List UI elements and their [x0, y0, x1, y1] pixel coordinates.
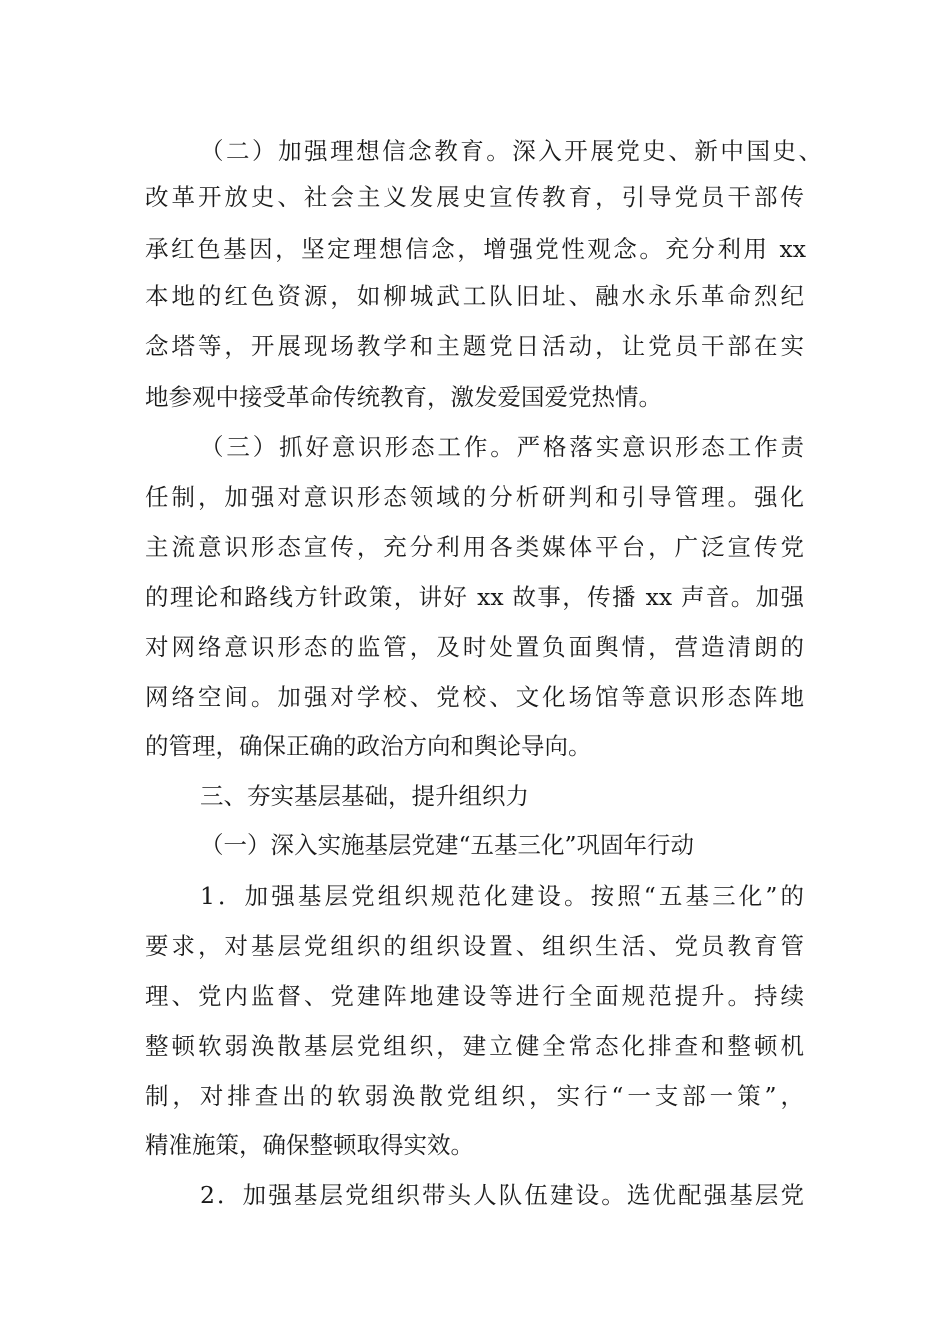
- text-line: 改革开放史、社会主义发展史宣传教育，引导党员干部传: [145, 183, 804, 211]
- text-line: （三）抓好意识形态工作。严格落实意识形态工作责: [200, 433, 804, 461]
- text-line: 1．加强基层党组织规范化建设。按照“五基三化”的: [200, 882, 804, 910]
- text-line: 本地的红色资源，如柳城武工队旧址、融水永乐革命烈纪: [145, 282, 804, 310]
- text-line: 任制，加强对意识形态领域的分析研判和引导管理。强化: [145, 483, 804, 511]
- text-line: 要求，对基层党组织的组织设置、组织生活、党员教育管: [145, 932, 804, 960]
- text-line: 承红色基因，坚定理想信念，增强党性观念。充分利用 xx: [145, 235, 806, 263]
- text-line: 的管理，确保正确的政治方向和舆论导向。: [145, 732, 592, 760]
- text-line: （二）加强理想信念教育。深入开展党史、新中国史、: [200, 137, 822, 165]
- text-line: 网络空间。加强对学校、党校、文化场馆等意识形态阵地: [145, 683, 804, 711]
- text-line: 主流意识形态宣传，充分利用各类媒体平台，广泛宣传党: [145, 533, 804, 561]
- text-line: 理、党内监督、党建阵地建设等进行全面规范提升。持续: [145, 982, 804, 1010]
- text-line: 制，对排查出的软弱涣散党组织，实行“一支部一策”，: [145, 1082, 804, 1110]
- text-line: 整顿软弱涣散基层党组织，建立健全常态化排查和整顿机: [145, 1032, 804, 1060]
- text-line: 2．加强基层党组织带头人队伍建设。选优配强基层党: [200, 1181, 804, 1209]
- section-heading: 三、夯实基层基础，提升组织力: [200, 782, 529, 810]
- text-line: 的理论和路线方针政策，讲好 xx 故事，传播 xx 声音。加强: [145, 583, 804, 611]
- text-line: 地参观中接受革命传统教育，激发爱国爱党热情。: [145, 383, 662, 411]
- text-line: 精准施策，确保整顿取得实效。: [145, 1131, 474, 1159]
- text-line: 对网络意识形态的监管，及时处置负面舆情，营造清朗的: [145, 633, 804, 661]
- text-line: 念塔等，开展现场教学和主题党日活动，让党员干部在实: [145, 332, 804, 360]
- subsection-heading: （一）深入实施基层党建“五基三化”巩固年行动: [200, 831, 695, 859]
